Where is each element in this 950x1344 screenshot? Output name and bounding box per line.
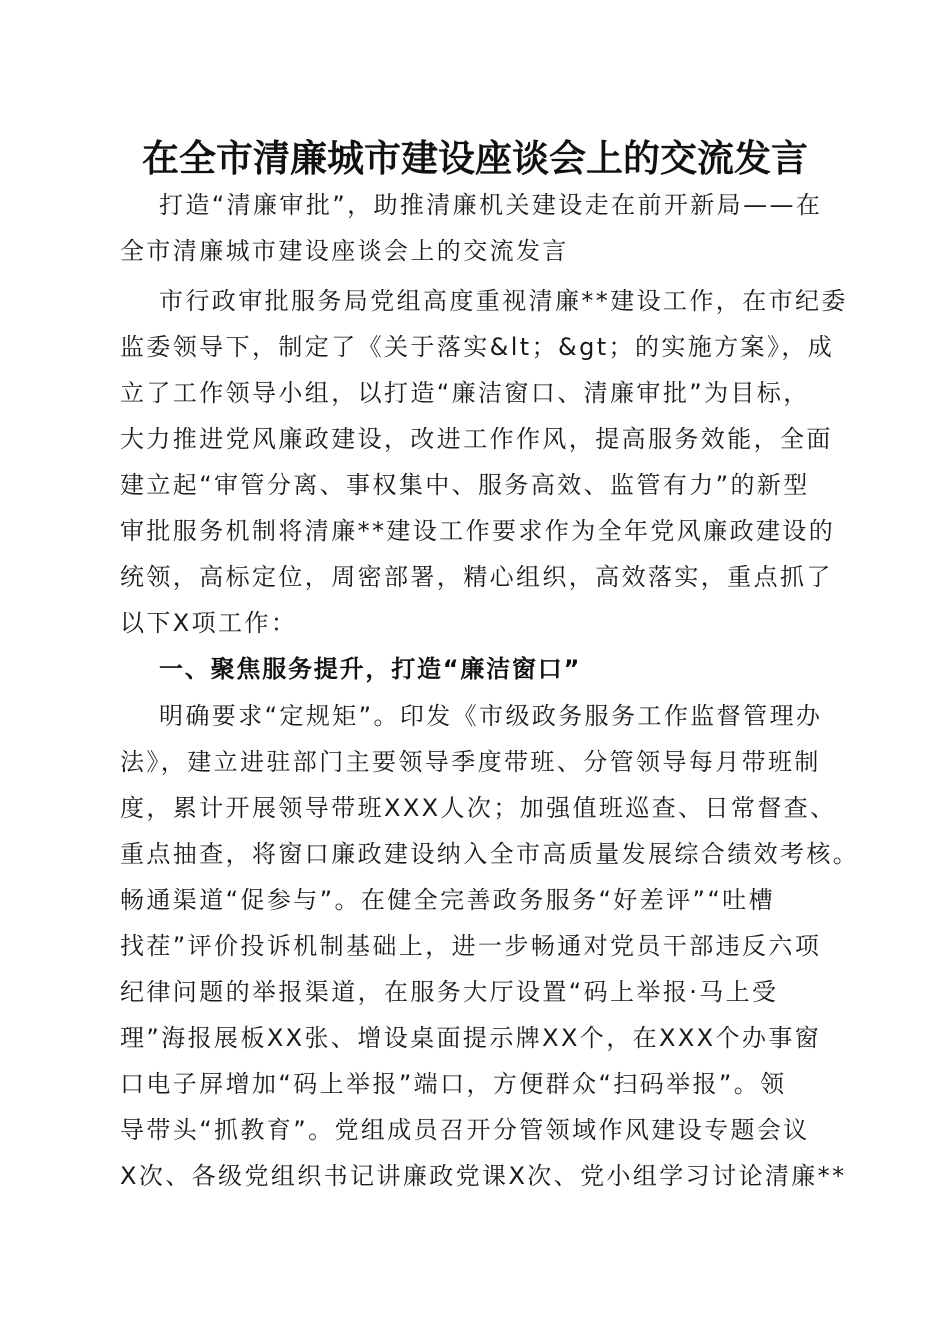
body-line: 口电子屏增加“码上举报”端口，方便群众“扫码举报”。领 xyxy=(120,1070,787,1098)
body-line: 以下X项工作： xyxy=(120,609,298,637)
body-line: 统领，高标定位，周密部署，精心组织，高效落实，重点抓了 xyxy=(120,563,833,591)
body-line: 导带头“抓教育”。党组成员召开分管领域作风建设专题会议 xyxy=(120,1116,810,1144)
body-line: 畅通渠道“促参与”。在健全完善政务服务“好差评”“吐槽 xyxy=(120,886,775,914)
body-line: X次、各级党组织书记讲廉政党课X次、党小组学习讨论清廉** xyxy=(120,1162,847,1190)
document-title: 在全市清廉城市建设座谈会上的交流发言 xyxy=(142,136,808,180)
body-line: 大力推进党风廉政建设，改进工作作风，提高服务效能，全面 xyxy=(120,425,833,453)
section-heading: 一、聚焦服务提升，打造“廉洁窗口” xyxy=(159,655,582,683)
body-line: 度，累计开展领导带班XXX人次；加强值班巡查、日常督查、 xyxy=(120,794,837,822)
body-line: 法》，建立进驻部门主要领导季度带班、分管领导每月带班制 xyxy=(120,748,821,776)
subtitle-line: 全市清廉城市建设座谈会上的交流发言 xyxy=(120,237,569,265)
body-line: 明确要求“定规矩”。印发《市级政务服务工作监督管理办 xyxy=(159,702,823,730)
subtitle-line: 打造“清廉审批”，助推清廉机关建设走在前开新局——在 xyxy=(159,191,823,219)
body-line: 立了工作领导小组，以打造“廉洁窗口、清廉审批”为目标， xyxy=(120,379,810,407)
body-line: 建立起“审管分离、事权集中、服务高效、监管有力”的新型 xyxy=(120,471,810,499)
body-line: 市行政审批服务局党组高度重视清廉**建设工作，在市纪委 xyxy=(159,287,848,315)
body-line: 监委领导下，制定了《关于落实&lt；&gt；的实施方案》，成 xyxy=(120,333,835,361)
body-line: 重点抽查，将窗口廉政建设纳入全市高质量发展综合绩效考核。 xyxy=(120,840,860,868)
body-line: 纪律问题的举报渠道，在服务大厅设置“码上举报·马上受 xyxy=(120,978,779,1006)
body-line: 审批服务机制将清廉**建设工作要求作为全年党风廉政建设的 xyxy=(120,517,836,545)
body-line: 找茬”评价投诉机制基础上，进一步畅通对党员干部违反六项 xyxy=(120,932,822,960)
body-line: 理”海报展板XX张、增设桌面提示牌XX个，在XXX个办事窗 xyxy=(120,1024,822,1052)
